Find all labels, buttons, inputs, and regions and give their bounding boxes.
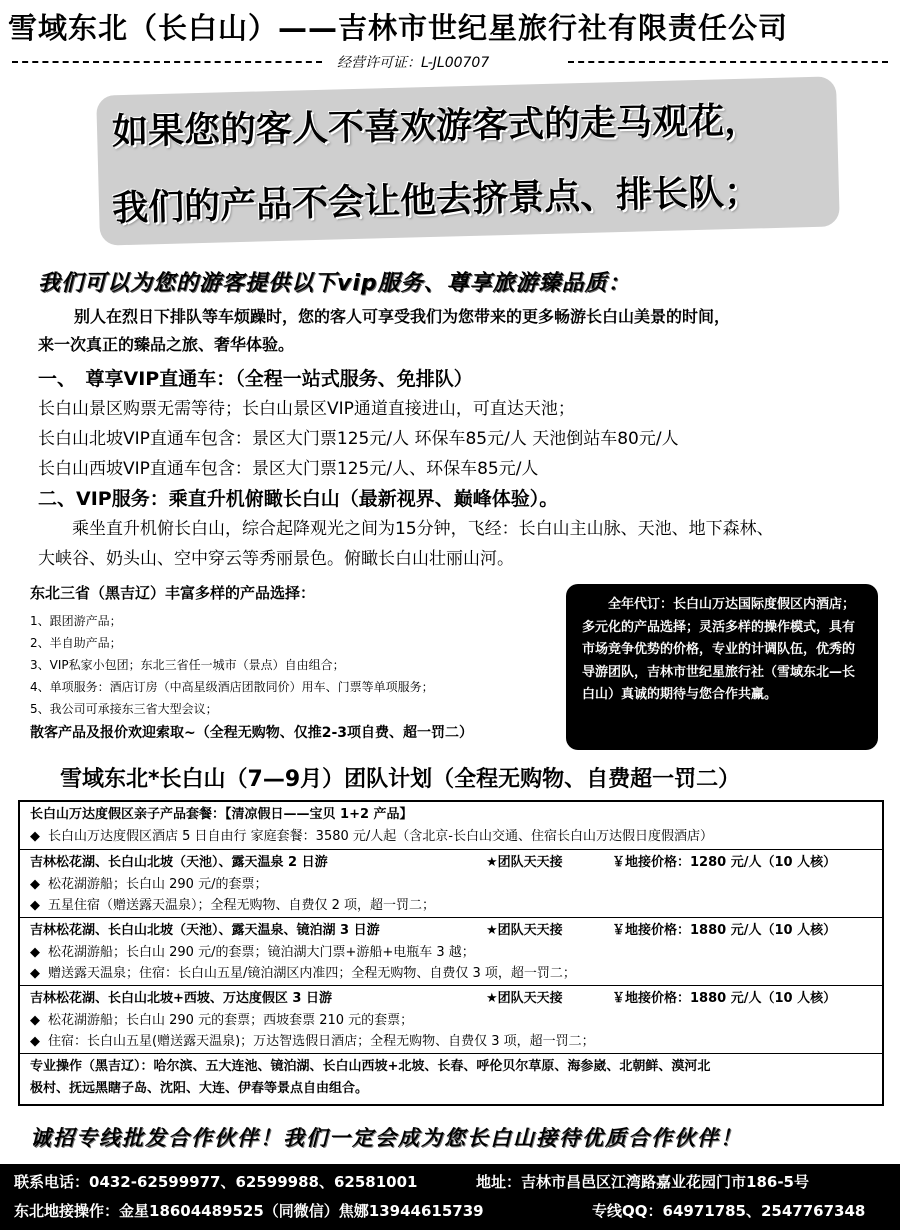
list-item: 5、我公司可承接东三省大型会议； xyxy=(30,702,218,716)
dashed-rule-left xyxy=(12,61,322,63)
list-item: 3、VIP私家小包团；东北三省任一城市（景点）自由组合； xyxy=(30,658,345,672)
tour-detail: ◆ 松花湖游船；长白山 290 元/的套票； xyxy=(30,877,268,892)
tour-detail: ◆ 松花湖游船；长白山 290 元/的套票；镜泊湖大门票+游船+电瓶车 3 越； xyxy=(30,945,475,960)
company-title: 雪域东北（长白山）——吉林市世纪星旅行社有限责任公司 xyxy=(8,11,789,45)
table-row xyxy=(20,802,882,850)
vip-intro-1: 别人在烈日下排队等车烦躁时，您的客人可享受我们为您带来的更多畅游长白山美景的时间， xyxy=(74,307,731,326)
tour-price: ￥地接价格：1280 元/人（10 人核） xyxy=(612,855,837,870)
vip-heading: 我们可以为您的游客提供以下vip服务、尊享旅游臻品质： xyxy=(38,271,631,296)
contact-address: 地址：吉林市昌邑区江湾路嘉业花园门市186-5号 xyxy=(476,1173,809,1191)
tour-name: 吉林松花湖、长白山北坡（天池）、露天温泉 2 日游 xyxy=(30,855,328,870)
tour-detail: ◆ 松花湖游船；长白山 290 元的套票；西坡套票 210 元的套票； xyxy=(30,1013,414,1028)
diamond-bullet-icon: ◆ xyxy=(30,945,40,960)
tour-detail: ◆ 住宿：长白山五星(赠送露天温泉)；万达智选假日酒店；全程无购物、自费仅 3 项，超一罚二； xyxy=(30,1034,595,1049)
table-row xyxy=(20,918,882,986)
section-vip-bus: 一、 尊享VIP直通车：（全程一站式服务、免排队） xyxy=(38,368,473,390)
table-row xyxy=(20,850,882,918)
dashed-rule-right xyxy=(568,61,888,63)
list-item: 1、跟团游产品； xyxy=(30,614,122,628)
contact-phone: 联系电话：0432-62599977、62599988、62581001 xyxy=(14,1173,418,1191)
slogan-line-2: 我们的产品不会让他去挤景点、排长队； xyxy=(111,171,761,230)
diamond-bullet-icon: ◆ xyxy=(30,898,40,913)
tour-name: 长白山万达度假区亲子产品套餐：【清凉假日——宝贝 1+2 产品】 xyxy=(30,807,413,822)
tour-detail: ◆ 赠送露天温泉；住宿：长白山五星/镜泊湖区内准四；全程无购物、自费仅 3 项，超一罚二； xyxy=(30,966,576,981)
list-item: 4、单项服务：酒店订房（中高星级酒店团散同价）用车、门票等单项服务； xyxy=(30,680,434,694)
table-row xyxy=(20,986,882,1054)
slogan-line-1: 如果您的客人不喜欢游客式的走马观花， xyxy=(111,100,761,153)
local-operations-contact: 东北地接操作：金星18604489525（同微信）焦娜13944615739 xyxy=(14,1202,484,1220)
special-operations-line-1: 专业操作（黑吉辽）：哈尔滨、五大连池、镜泊湖、长白山西坡+北坡、长春、呼伦贝尔草原、海参崴、北朝鲜、漠河北 xyxy=(30,1059,711,1074)
diamond-bullet-icon: ◆ xyxy=(30,877,40,892)
section-helicopter: 二、VIP服务：乘直升机俯瞰长白山（最新视界、巅峰体验）。 xyxy=(38,488,559,510)
products-note: 散客产品及报价欢迎索取~（全程无购物、仅推2-3项自费、超一罚二） xyxy=(30,725,474,741)
tour-name: 吉林松花湖、长白山北坡（天池）、露天温泉、镜泊湖 3 日游 xyxy=(30,923,380,938)
tour-name: 吉林松花湖、长白山北坡+西坡、万达度假区 3 日游 xyxy=(30,991,332,1006)
contact-qq: 专线QQ：64971785、2547767348 xyxy=(592,1202,866,1220)
vip-bus-line-2: 长白山北坡VIP直通车包含：景区大门票125元/人 环保车85元/人 天池倒站车80元/人 xyxy=(38,429,679,449)
diamond-bullet-icon: ◆ xyxy=(30,1013,40,1028)
special-operations-line-2: 极村、抚远黑瞎子岛、沈阳、大连、伊春等景点自由组合。 xyxy=(30,1081,369,1096)
recruit-slogan: 诚招专线批发合作伙伴！我们一定会成为您长白山接待优质合作伙伴！ xyxy=(30,1126,743,1150)
products-heading: 东北三省（黑吉辽）丰富多样的产品选择： xyxy=(30,584,316,602)
diamond-bullet-icon: ◆ xyxy=(30,1034,40,1049)
table-row xyxy=(20,1054,882,1104)
tour-detail: ◆ 长白山万达度假区酒店 5 日自由行 家庭套餐：3580 元/人起（含北京-长白山交通、住宿长白山万达假日度假酒店） xyxy=(30,829,713,844)
daily-pickup-badge: ★团队天天接 xyxy=(486,923,563,938)
diamond-bullet-icon: ◆ xyxy=(30,966,40,981)
tour-price: ￥地接价格：1880 元/人（10 人核） xyxy=(612,991,837,1006)
vip-intro-2: 来一次真正的臻品之旅、奢华体验。 xyxy=(38,335,295,354)
daily-pickup-badge: ★团队天天接 xyxy=(486,991,563,1006)
vip-bus-line-1: 长白山景区购票无需等待；长白山景区VIP通道直接进山，可直达天池； xyxy=(38,399,575,419)
vip-bus-line-3: 长白山西坡VIP直通车包含：景区大门票125元/人、环保车85元/人 xyxy=(38,459,539,479)
contact-footer xyxy=(0,1164,900,1230)
tour-price: ￥地接价格：1880 元/人（10 人核） xyxy=(612,923,837,938)
tour-plan-table xyxy=(18,800,884,1106)
tour-detail: ◆ 五星住宿（赠送露天温泉）；全程无购物、自费仅 2 项，超一罚二； xyxy=(30,898,436,913)
helicopter-line-2: 大峡谷、奶头山、空中穿云等秀丽景色。俯瞰长白山壮丽山河。 xyxy=(38,549,514,569)
agent-service-box: 全年代订：长白山万达国际度假区内酒店；多元化的产品选择；灵活多样的操作模式，具有市场竞争优势的价格，专业的计调队伍，优秀的导游团队，吉林市世纪星旅行社（雪域东北—长白山）真诚的期待与您合作共赢。 xyxy=(566,584,878,750)
products-list xyxy=(30,610,434,720)
daily-pickup-badge: ★团队天天接 xyxy=(486,855,563,870)
license-row xyxy=(12,52,888,72)
license-number: 经营许可证：L-JL00707 xyxy=(337,55,490,71)
list-item: 2、半自助产品； xyxy=(30,636,122,650)
helicopter-line-1: 乘坐直升机俯长白山，综合起降观光之间为15分钟，飞经：长白山主山脉、天池、地下森林、 xyxy=(72,519,774,539)
plan-title: 雪域东北*长白山（7—9月）团队计划（全程无购物、自费超一罚二） xyxy=(60,767,741,792)
diamond-bullet-icon: ◆ xyxy=(30,829,40,844)
